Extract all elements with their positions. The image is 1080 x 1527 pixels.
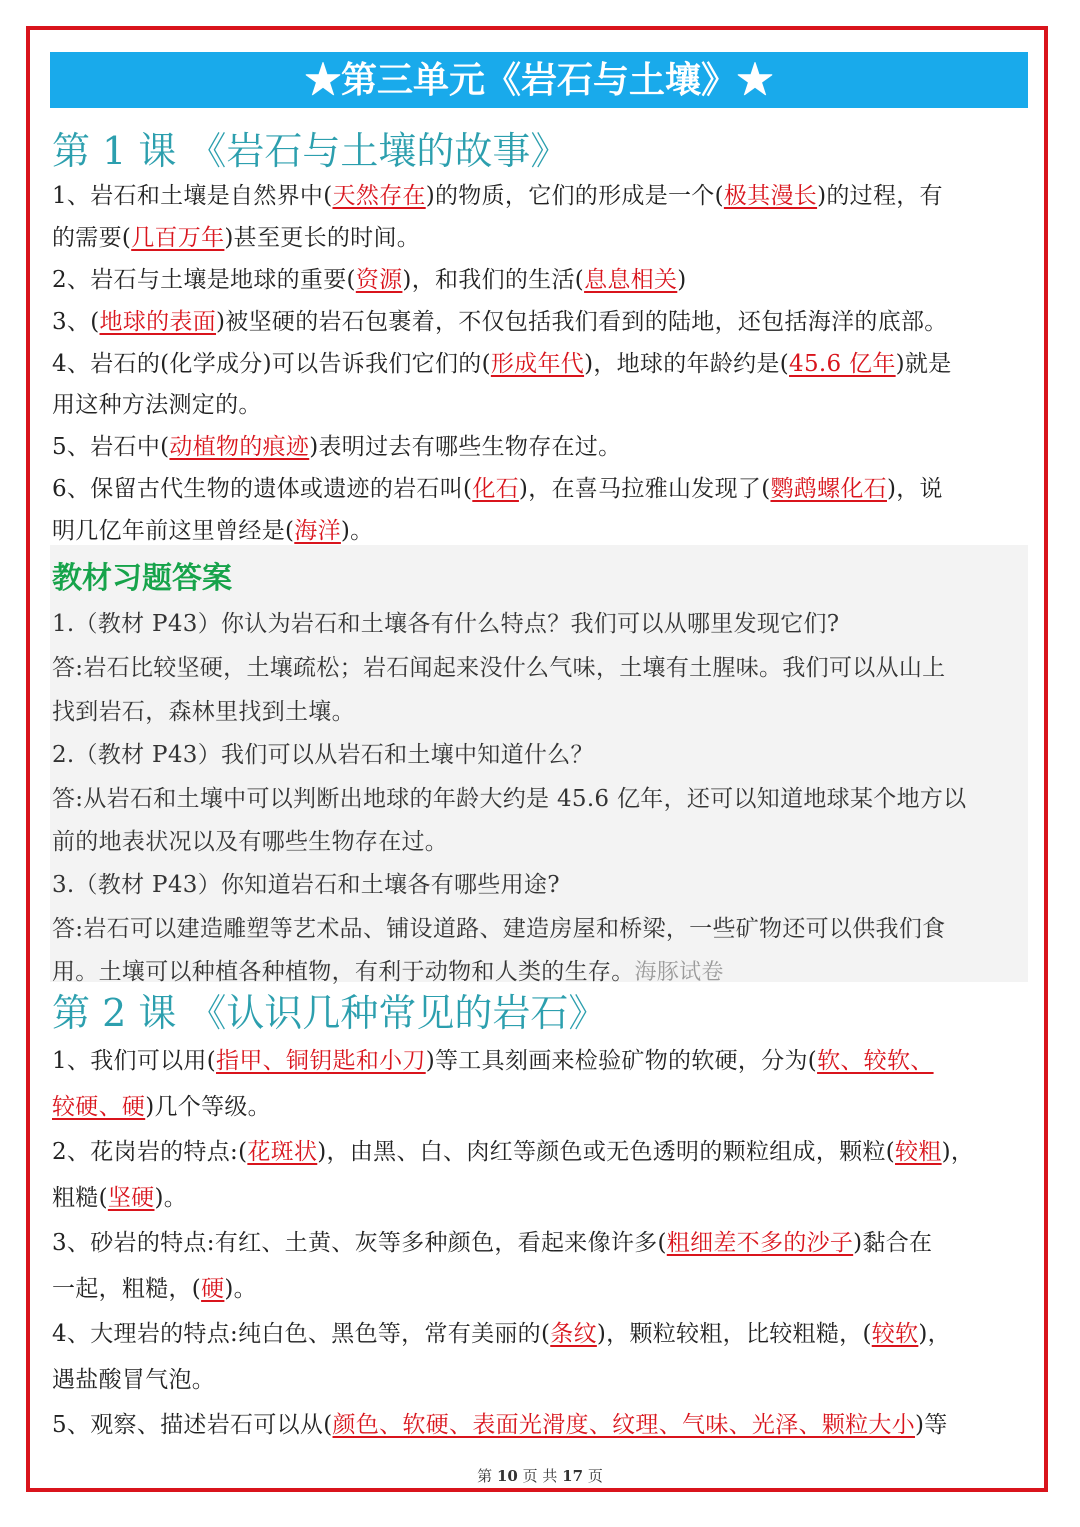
watermark: 海豚试卷 [634,960,724,985]
line-text: )等 [915,1412,948,1438]
question-line: 用。土壤可以种植各种植物，有利于动物和人类的生存。海豚试卷 [52,959,724,985]
line-text: 3、砂岩的特点:有红、土黄、灰等多种颜色，看起来像许多( [52,1230,667,1256]
line-text: )，在喜马拉雅山发现了( [518,476,771,502]
answer-blank: 指甲、铜钥匙和小刀 [216,1048,426,1074]
answer-blank: 形成年代 [490,351,585,377]
lesson1-line [52,345,952,378]
line-text: )， [941,1139,975,1165]
unit-title: ★第三单元《岩石与土壤》★ [304,59,773,101]
answer-blank: 动植物的痕迹 [169,434,310,460]
lesson2-line [52,1270,257,1303]
line-text: 一起，粗糙，( [52,1276,202,1302]
line-text: 1、岩石和土壤是自然界中( [52,183,333,209]
lesson2-line [52,1315,951,1348]
line-text: )，由黑、白、肉红等颜色或无色透明的颗粒组成，颗粒( [317,1139,896,1165]
line-text: )， [918,1321,951,1347]
question-line: 3.（教材 P43）你知道岩石和土壤各有哪些用途? [52,872,560,898]
lesson2-line [52,1406,948,1439]
lesson1-line [52,428,621,461]
answer-blank: 海洋 [294,518,341,544]
answer-blank: 较粗 [895,1139,942,1165]
lesson1-line [52,261,687,294]
unit-banner [50,52,1028,108]
answer-blank: 资源 [355,267,403,293]
line-text: )。 [154,1185,188,1211]
lesson1-line [52,219,420,252]
line-text: )被坚硬的岩石包裹着，不仅包括我们看到的陆地，还包括海洋的底部。 [216,309,948,335]
answer-blank: 45.6 亿年 [789,351,896,377]
line-text: 3、( [52,309,100,335]
line-text: )就是 [895,351,952,377]
line-text: )，颗粒较粗，比较粗糙，( [596,1321,872,1347]
question-line: 找到岩石，森林里找到土壤。 [52,699,355,725]
answer-blank: 软、较软、 [817,1048,934,1074]
answer-blank: 粗细差不多的沙子 [666,1230,854,1256]
line-text: 用这种方法测定的。 [52,392,262,418]
answer-line: 答:岩石比较坚硬，土壤疏松；岩石闻起来没什么气味，土壤有土腥味。我们可以从山上 [52,655,946,681]
answer-blank: 花斑状 [247,1139,318,1165]
lesson2-line [52,1133,974,1166]
line-text: )的过程，有 [817,183,943,209]
answer-blank: 息息相关 [584,267,678,293]
lesson2-line [52,1042,934,1075]
line-text: 遇盐酸冒气泡。 [52,1367,216,1393]
lesson1-line [52,303,948,336]
line-text: 4、大理岩的特点:纯白色、黑色等，常有美丽的( [52,1321,551,1347]
line-text: )等工具刻画来检验矿物的软硬，分为( [425,1048,818,1074]
line-text: )几个等级。 [145,1094,271,1120]
question-line: 前的地表状况以及有哪些生物存在过。 [52,829,449,855]
line-text: )表明过去有哪些生物存在过。 [309,434,622,460]
line-text: 4、岩石的(化学成分)可以告诉我们它们的( [52,351,491,377]
lesson2-line [52,1224,932,1257]
lesson-2-title: 第 2 课 《认识几种常见的岩石》 [52,991,607,1035]
answer-blank: 天然存在 [332,183,426,209]
line-text: )，说 [886,476,943,502]
line-text: 5、岩石中( [52,434,170,460]
line-text: )的物质，它们的形成是一个( [425,183,724,209]
lesson1-line [52,386,262,419]
lesson1-line [52,177,943,210]
lesson2-line [52,1088,271,1121]
answer-blank: 鹦鹉螺化石 [770,476,887,502]
line-text: 粗糙( [52,1185,108,1211]
lesson1-line [52,470,943,503]
page-footer: 第 10 页 共 17 页 [477,1467,603,1485]
line-text: )，地球的年龄约是( [584,351,790,377]
answer-blank: 地球的表面 [99,309,217,335]
line-text: 6、保留古代生物的遗体或遗迹的岩石叫( [52,476,473,502]
line-text: 2、花岗岩的特点:( [52,1139,248,1165]
answer-blank: 硬 [201,1276,225,1302]
line-text: )。 [224,1276,257,1302]
line-text: 2、岩石与土壤是地球的重要( [52,267,356,293]
line-text: 明几亿年前这里曾经是( [52,518,295,544]
answer-blank: 几百万年 [131,225,225,251]
answer-blank: 化石 [472,476,519,502]
lesson1-line [52,512,373,545]
lesson2-line [52,1179,187,1212]
line-text: 5、观察、描述岩石可以从( [52,1412,333,1438]
lesson-1-title: 第 1 课 《岩石与土壤的故事》 [52,129,569,173]
line-text: )，和我们的生活( [402,267,585,293]
question-line: 1.（教材 P43）你认为岩石和土壤各有什么特点？我们可以从哪里发现它们? [52,611,840,637]
line-text: )甚至更长的时间。 [224,225,421,251]
answer-line: 答:岩石可以建造雕塑等艺术品、铺设道路、建造房屋和桥梁，一些矿物还可以供我们食 [52,916,946,942]
answer-blank: 较软 [871,1321,919,1347]
line-text: )。 [340,518,374,544]
line-text: 1、我们可以用( [52,1048,217,1074]
exercise-title: 教材习题答案 [52,561,232,596]
answer-blank: 极其漫长 [723,183,818,209]
answer-blank: 坚硬 [107,1185,155,1211]
line-text: )黏合在 [853,1230,933,1256]
lesson2-line [52,1361,215,1394]
answer-blank: 条纹 [550,1321,597,1347]
line-text: ) [677,267,687,293]
question-line: 2.（教材 P43）我们可以从岩石和土壤中知道什么？ [52,742,594,768]
answer-line: 答:从岩石和土壤中可以判断出地球的年龄大约是 45.6 亿年，还可以知道地球某个地方以 [52,786,967,812]
total-pages: 17 [562,1467,584,1485]
answer-blank: 颜色、软硬、表面光滑度、纹理、气味、光泽、颗粒大小 [332,1412,916,1438]
answer-blank: 较硬、硬 [52,1094,146,1120]
current-page: 10 [496,1467,518,1485]
line-text: 的需要( [52,225,132,251]
